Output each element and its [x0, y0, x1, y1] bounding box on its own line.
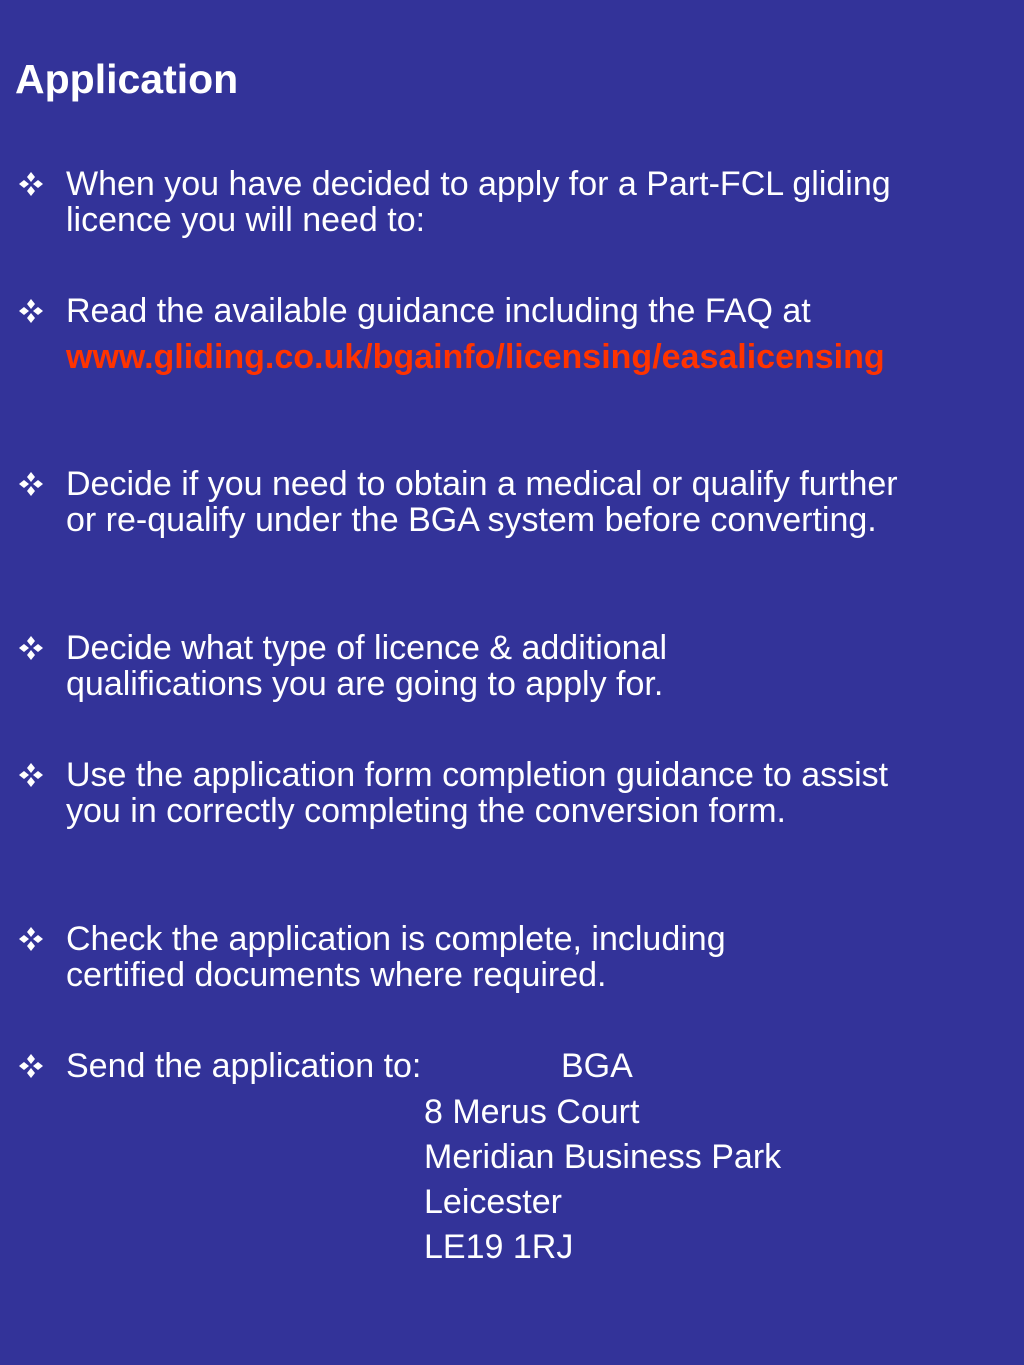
address-city: Leicester [424, 1183, 562, 1221]
bullet-item-5 [18, 757, 918, 829]
bullet-text: Decide what type of licence & additional qualifications you are going to apply for. [66, 629, 668, 703]
page-title: Application [15, 56, 239, 102]
address-org: BGA [561, 1047, 633, 1085]
diamond-cluster-icon [18, 298, 44, 324]
bullet-item-3 [18, 466, 918, 538]
diamond-cluster-icon [18, 635, 44, 661]
bullet-text: Send the application to: [66, 1047, 422, 1085]
diamond-cluster-icon [18, 471, 44, 497]
address-postcode: LE19 1RJ [424, 1228, 574, 1266]
bullet-item-2 [18, 293, 918, 375]
diamond-cluster-icon [18, 1053, 44, 1079]
bullet-item-4 [18, 630, 918, 702]
diamond-cluster-icon [18, 762, 44, 788]
bullet-item-6 [18, 921, 918, 993]
address-line-2: Meridian Business Park [424, 1138, 782, 1176]
bullet-text: Decide if you need to obtain a medical or qualify further or re-qualify under the BGA system before converting. [66, 465, 898, 539]
bullet-text: Use the application form completion guidance to assist you in correctly completing the conversion form. [66, 756, 889, 830]
address-line-1: 8 Merus Court [424, 1093, 640, 1131]
licensing-link[interactable]: www.gliding.co.uk/bgainfo/licensing/easalicensing [66, 338, 885, 376]
bullet-text: Check the application is complete, including certified documents where required. [66, 920, 726, 994]
bullet-item-1 [18, 166, 918, 238]
bullet-item-7 [18, 1048, 918, 1084]
diamond-cluster-icon [18, 926, 44, 952]
bullet-text: When you have decided to apply for a Part-FCL gliding licence you will need to: [66, 165, 891, 239]
bullet-text: Read the available guidance including the FAQ at [66, 292, 811, 330]
diamond-cluster-icon [18, 171, 44, 197]
